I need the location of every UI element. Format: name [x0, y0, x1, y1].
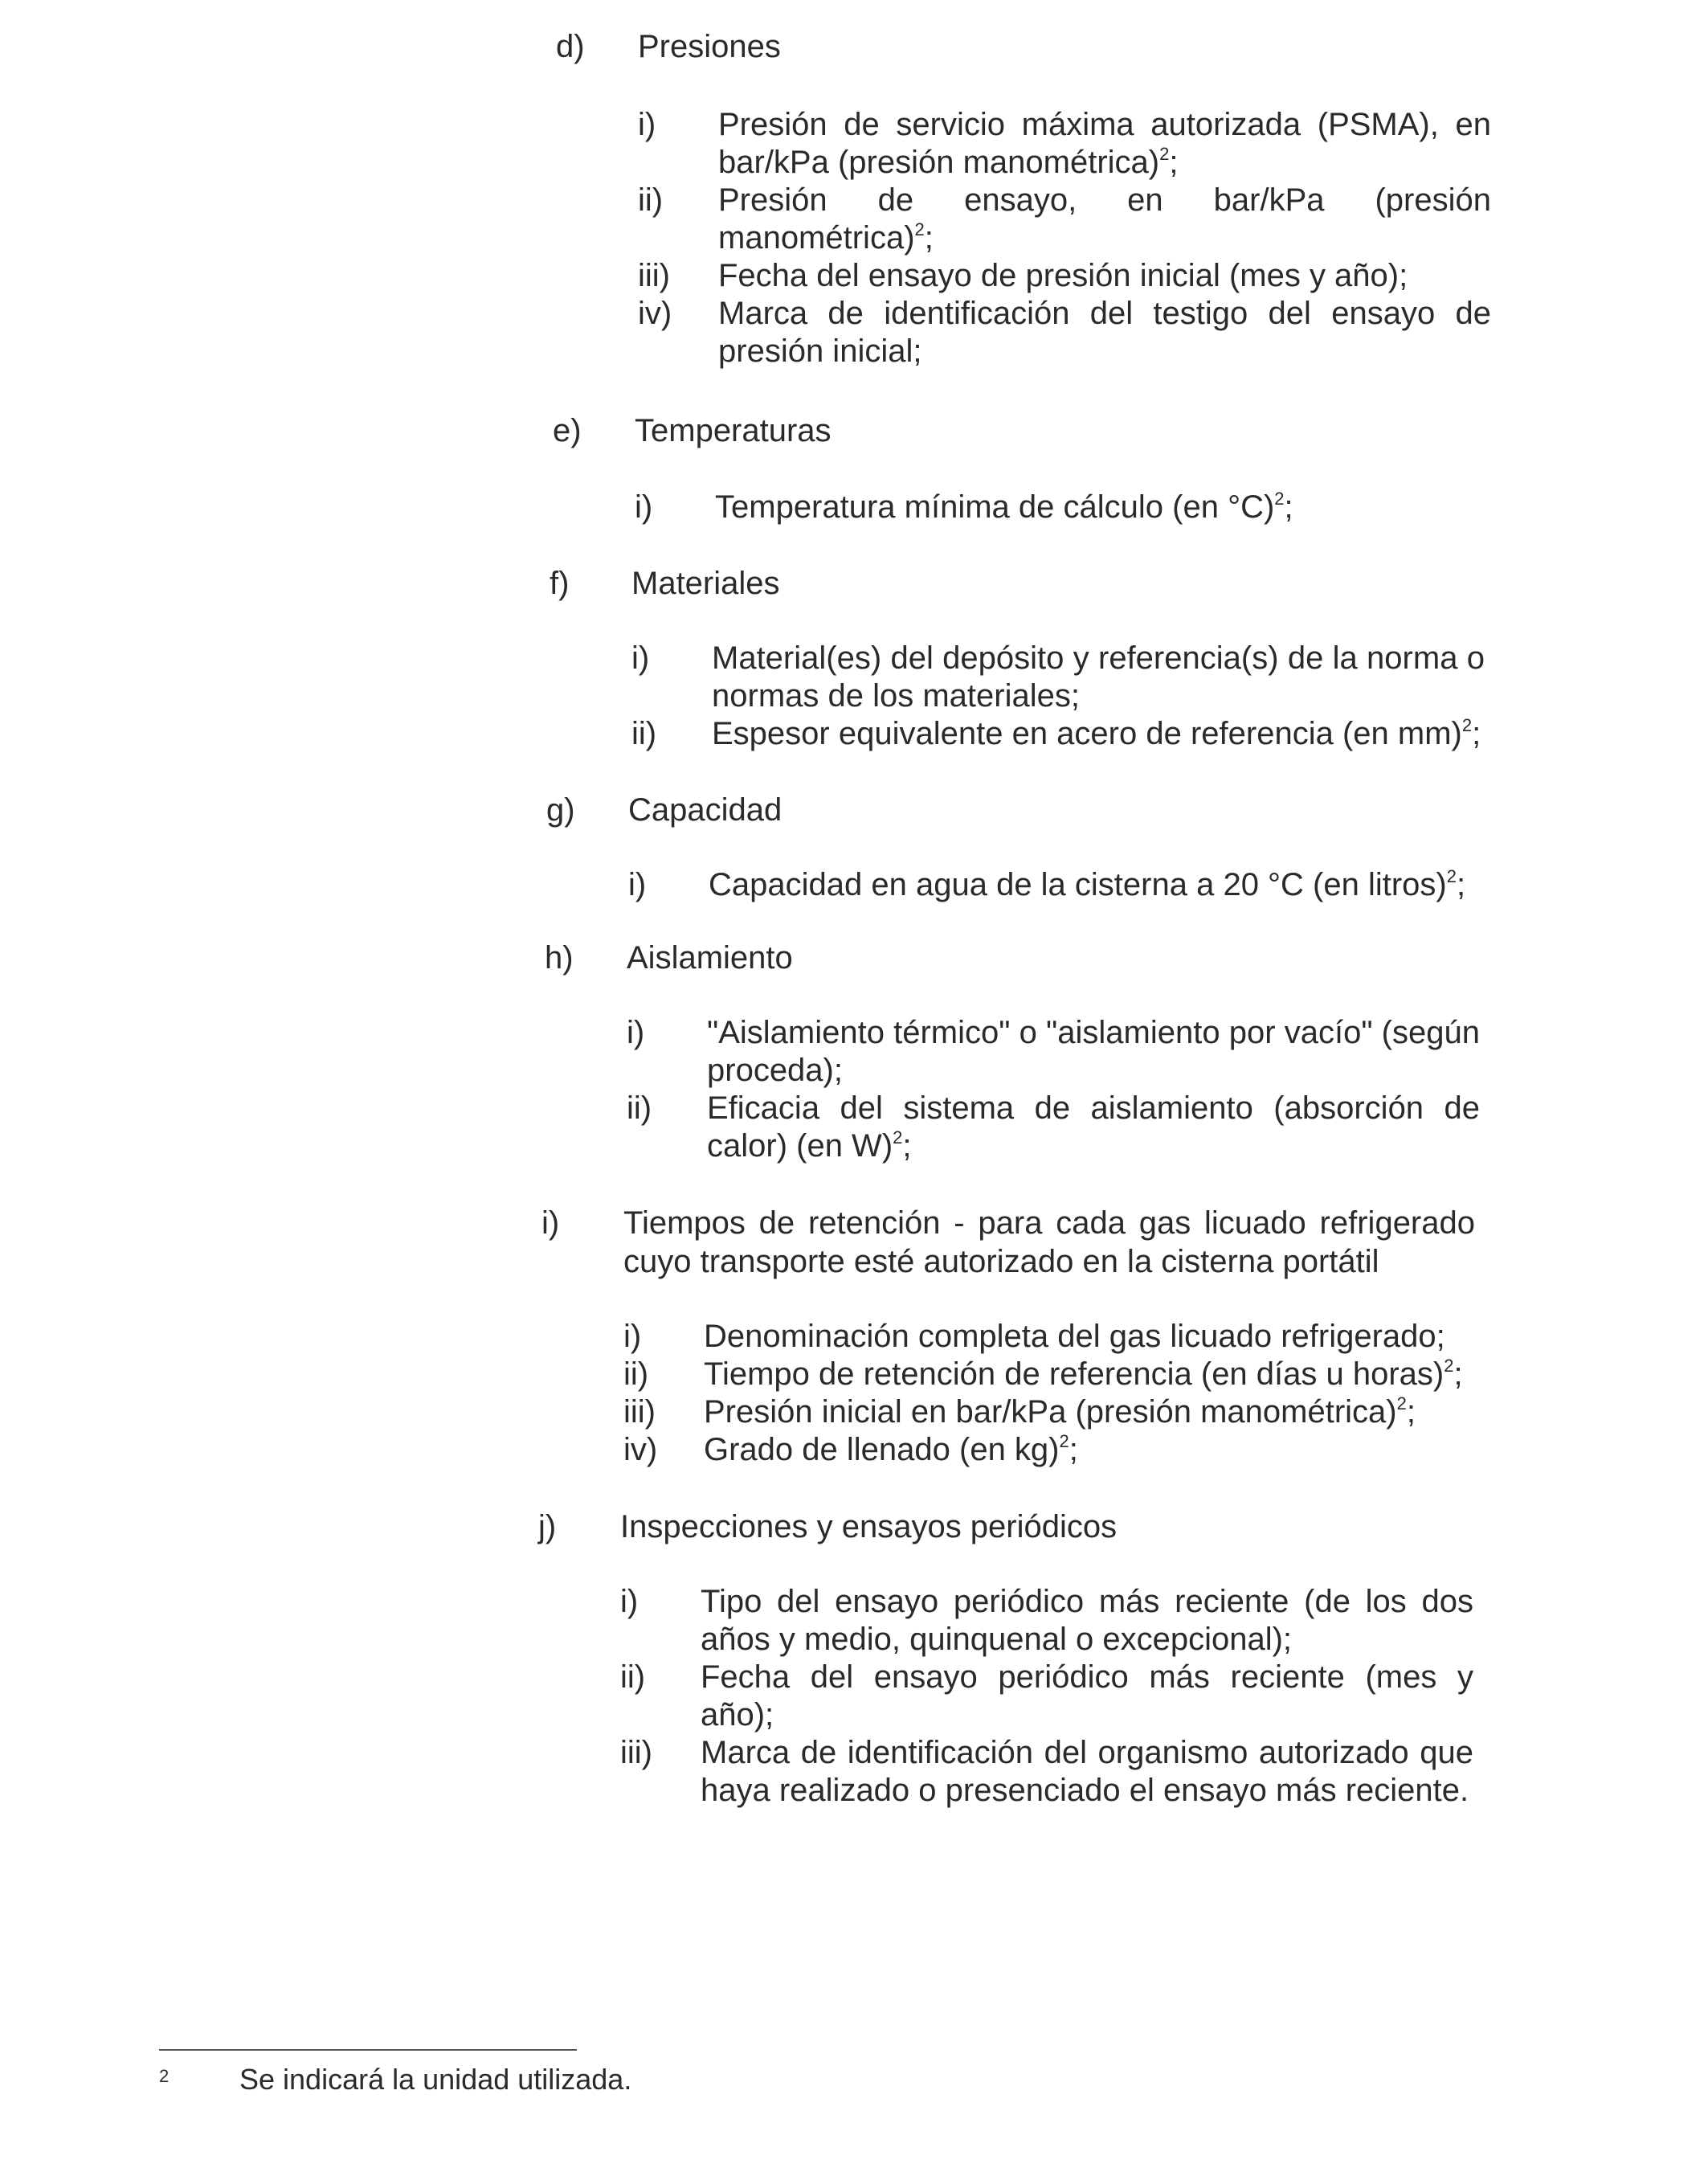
item-label: i) [623, 1319, 642, 1354]
item-text: Temperatura mínima de cálculo (en °C)$^2$; [715, 489, 1293, 525]
item-list [623, 1318, 1477, 1469]
item-text: Grado de llenado (en kg)$^2$; [704, 1431, 1078, 1467]
footnote-ref: 2 [914, 219, 925, 239]
list-item [620, 1583, 1473, 1659]
item-label: iii) [638, 258, 670, 293]
list-item [631, 640, 1485, 715]
list-item [638, 257, 1491, 295]
footnote-ref: 2 [1159, 144, 1170, 164]
section-label: j) [538, 1509, 557, 1544]
section-presiones [556, 27, 1520, 369]
item-label: iii) [623, 1394, 656, 1430]
section-aislamiento [545, 939, 1509, 1164]
item-label: ii) [638, 182, 664, 218]
section-title: Temperaturas [635, 413, 832, 448]
list-item [620, 1659, 1473, 1734]
item-label: i) [620, 1584, 639, 1619]
list-item [620, 1734, 1473, 1810]
section-title: Inspecciones y ensayos periódicos [620, 1509, 1118, 1544]
footnote-text: Se indicará la unidad utilizada. [239, 2063, 632, 2096]
item-label: ii) [623, 1356, 649, 1392]
footnote-mark: 2 [159, 2066, 170, 2086]
item-label: i) [635, 489, 653, 525]
item-label: ii) [620, 1659, 646, 1695]
section-heading [550, 564, 1514, 603]
section-heading [545, 939, 1509, 977]
section-title: Capacidad [628, 792, 782, 828]
item-text: Presión de ensayo, en bar/kPa (presión manométrica)$^2$; [718, 182, 1491, 256]
list-item [623, 1431, 1477, 1469]
item-text: Espesor equivalente en acero de referencia (en mm)$^2$; [712, 715, 1481, 751]
footnote-ref: 2 [1461, 715, 1473, 735]
section-label: i) [541, 1205, 560, 1241]
list-item [638, 106, 1491, 182]
footnote-ref: 2 [1444, 1356, 1454, 1376]
list-item [623, 1393, 1477, 1431]
item-label: iv) [638, 296, 672, 331]
list-item [627, 1090, 1480, 1165]
footnote-ref: 2 [1446, 866, 1457, 886]
section-label: h) [545, 940, 574, 976]
item-text: "Aislamiento térmico" o "aislamiento por vacío" (según proceda); [707, 1015, 1480, 1088]
footnote-ref: 2 [1274, 489, 1285, 509]
item-label: i) [638, 107, 656, 142]
item-list [635, 489, 1488, 526]
item-text: Presión de servicio máxima autorizada (PSMA), en bar/kPa (presión manométrica)$^2$; [718, 107, 1491, 180]
list-item [623, 1356, 1477, 1393]
footnote-ref: 2 [893, 1127, 903, 1147]
section-heading [553, 411, 1517, 450]
item-text: Tipo del ensayo periódico más reciente (de los dos años y medio, quinquenal o excepcional); [701, 1584, 1473, 1657]
item-text: Tiempo de retención de referencia (en días u horas)$^2$; [704, 1356, 1463, 1392]
item-text: Presión inicial en bar/kPa (presión manométrica)$^2$; [704, 1393, 1416, 1430]
section-capacidad [546, 791, 1510, 902]
list-item [623, 1318, 1477, 1356]
item-text: Capacidad en agua de la cisterna a 20 °C (en litros)$^2$; [709, 866, 1466, 902]
item-list [638, 106, 1491, 370]
list-item [635, 489, 1488, 526]
section-heading [546, 791, 1510, 829]
item-list [627, 1014, 1480, 1165]
section-title: Tiempos de retención - para cada gas licuado refrigerado cuyo transporte esté autorizado en la cisterna portátil [623, 1205, 1475, 1279]
item-list [631, 640, 1485, 753]
section-materiales [550, 564, 1514, 751]
item-text: Denominación completa del gas licuado refrigerado; [704, 1319, 1445, 1354]
section-label: e) [553, 413, 582, 448]
item-text: Fecha del ensayo periódico más reciente (mes y año); [701, 1659, 1473, 1732]
item-list [620, 1583, 1473, 1810]
section-tiempos-retencion [541, 1204, 1506, 1467]
item-label: i) [631, 640, 650, 676]
section-title: Aislamiento [627, 940, 793, 976]
list-item [638, 295, 1491, 370]
item-text: Marca de identificación del testigo del ensayo de presión inicial; [718, 296, 1491, 369]
section-heading [541, 1204, 1506, 1281]
section-heading [556, 27, 1520, 66]
item-text: Material(es) del depósito y referencia(s) de la norma o normas de los materiales; [712, 640, 1485, 714]
item-list [628, 866, 1481, 904]
section-label: f) [550, 566, 570, 601]
footnote-ref: 2 [1396, 1393, 1407, 1413]
section-label: g) [546, 792, 575, 828]
item-label: i) [627, 1015, 645, 1050]
footnote-ref: 2 [1059, 1431, 1069, 1451]
item-label: i) [628, 867, 647, 902]
section-temperaturas [553, 411, 1517, 525]
footnote-separator [159, 2049, 577, 2051]
item-label: iv) [623, 1432, 658, 1467]
item-label: iii) [620, 1735, 652, 1770]
section-heading [538, 1507, 1502, 1546]
item-text: Marca de identificación del organismo autorizado que haya realizado o presenciado el ensayo más reciente. [701, 1735, 1473, 1808]
item-text: Fecha del ensayo de presión inicial (mes y año); [718, 258, 1408, 293]
section-title: Materiales [631, 566, 780, 601]
list-item [627, 1014, 1480, 1090]
section-inspecciones [538, 1507, 1502, 1808]
item-text: Eficacia del sistema de aislamiento (absorción de calor) (en W)$^2$; [707, 1090, 1480, 1164]
list-item [638, 182, 1491, 257]
item-label: ii) [631, 716, 657, 751]
item-label: ii) [627, 1090, 652, 1126]
list-item [631, 715, 1485, 753]
section-label: d) [556, 29, 585, 64]
list-item [628, 866, 1481, 904]
section-title: Presiones [638, 29, 781, 64]
